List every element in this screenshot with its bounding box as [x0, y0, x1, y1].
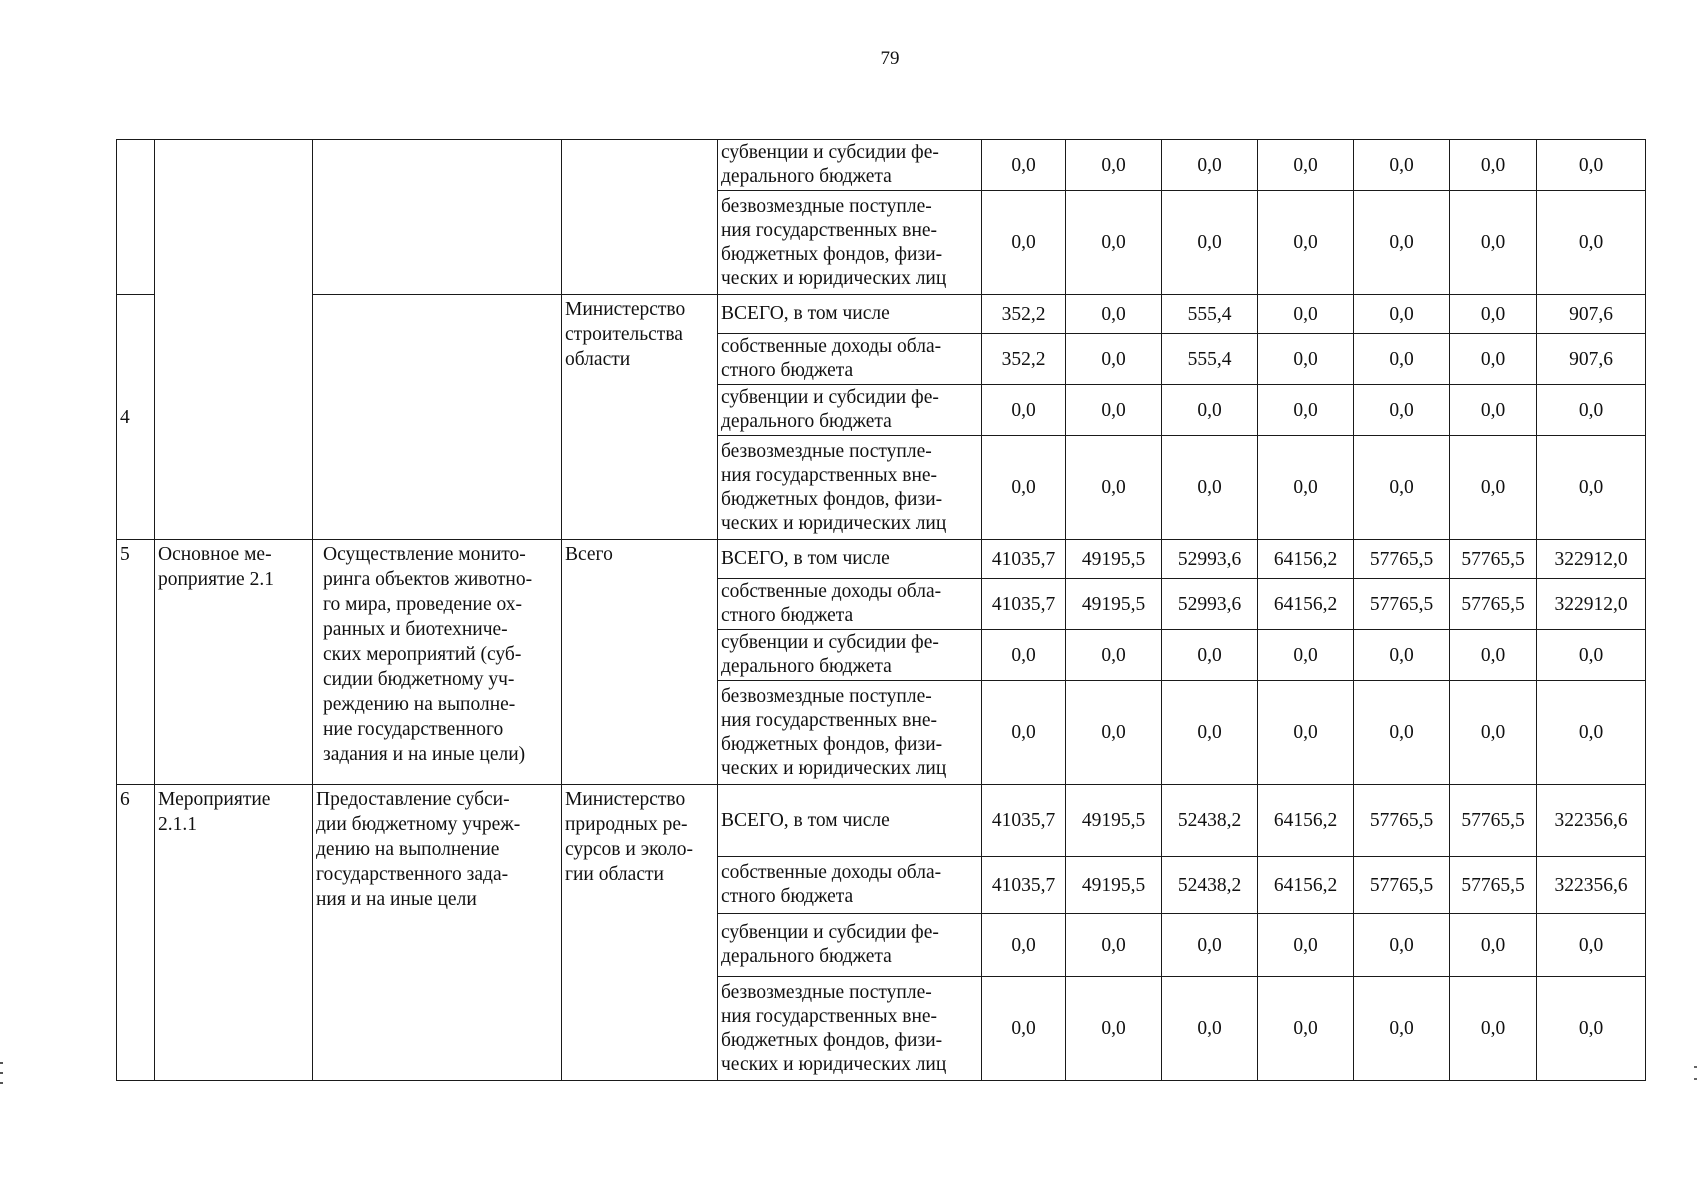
value-cell: 0,0	[982, 436, 1066, 540]
value-cell: 0,0	[1162, 140, 1258, 191]
value-cell: 64156,2	[1258, 540, 1354, 579]
row-number: 4	[117, 295, 155, 540]
source-total: ВСЕГО, в том числе	[718, 540, 982, 579]
value-cell: 0,0	[1537, 977, 1646, 1081]
source-total: ВСЕГО, в том числе	[718, 295, 982, 334]
value-cell: 0,0	[1354, 140, 1450, 191]
value-cell: 0,0	[1258, 140, 1354, 191]
budget-table	[116, 139, 1646, 1081]
value-cell: 0,0	[1066, 191, 1162, 295]
value-cell: 0,0	[1354, 681, 1450, 785]
value-cell: 52438,2	[1162, 857, 1258, 914]
executor-cell: Всего	[562, 540, 718, 785]
value-cell: 64156,2	[1258, 857, 1354, 914]
value-cell: 64156,2	[1258, 785, 1354, 857]
value-cell: 49195,5	[1066, 579, 1162, 630]
value-cell: 0,0	[1354, 630, 1450, 681]
value-cell: 49195,5	[1066, 857, 1162, 914]
value-cell: 0,0	[1450, 334, 1537, 385]
value-cell: 49195,5	[1066, 540, 1162, 579]
value-cell: 0,0	[982, 681, 1066, 785]
value-cell: 0,0	[1450, 140, 1537, 191]
value-cell: 52438,2	[1162, 785, 1258, 857]
value-cell: 0,0	[1162, 914, 1258, 977]
value-cell: 0,0	[1450, 385, 1537, 436]
value-cell: 0,0	[1450, 191, 1537, 295]
status-cell	[155, 140, 313, 540]
value-cell: 57765,5	[1354, 785, 1450, 857]
value-cell: 41035,7	[982, 579, 1066, 630]
value-cell: 0,0	[1258, 334, 1354, 385]
value-cell: 555,4	[1162, 334, 1258, 385]
value-cell: 0,0	[1450, 681, 1537, 785]
value-cell: 0,0	[1162, 436, 1258, 540]
value-cell: 0,0	[1066, 385, 1162, 436]
value-cell: 57765,5	[1450, 540, 1537, 579]
value-cell: 0,0	[1066, 681, 1162, 785]
value-cell: 0,0	[1258, 914, 1354, 977]
table-row	[117, 785, 1646, 857]
value-cell: 0,0	[1066, 334, 1162, 385]
value-cell: 352,2	[982, 295, 1066, 334]
value-cell: 0,0	[1354, 191, 1450, 295]
executor-cell	[562, 140, 718, 295]
value-cell: 0,0	[982, 140, 1066, 191]
value-cell: 555,4	[1162, 295, 1258, 334]
value-cell: 0,0	[1162, 191, 1258, 295]
scan-mark	[0, 1082, 3, 1084]
row-number: 6	[117, 785, 155, 1081]
value-cell: 49195,5	[1066, 785, 1162, 857]
value-cell: 0,0	[1354, 977, 1450, 1081]
value-cell: 0,0	[982, 977, 1066, 1081]
value-cell: 0,0	[1066, 914, 1162, 977]
value-cell: 0,0	[1258, 385, 1354, 436]
value-cell: 0,0	[1537, 630, 1646, 681]
value-cell: 0,0	[1537, 681, 1646, 785]
source-own: собственные доходы обла- стного бюджета	[718, 579, 982, 630]
value-cell: 907,6	[1537, 334, 1646, 385]
value-cell: 57765,5	[1354, 579, 1450, 630]
name-cell	[313, 295, 562, 540]
executor-cell: Министерство строительства области	[562, 295, 718, 540]
scan-mark	[0, 1072, 3, 1074]
value-cell: 0,0	[1354, 914, 1450, 977]
source-federal: субвенции и субсидии фе- дерального бюджета	[718, 630, 982, 681]
value-cell: 0,0	[1162, 977, 1258, 1081]
value-cell: 41035,7	[982, 857, 1066, 914]
source-federal: субвенции и субсидии фе- дерального бюджета	[718, 140, 982, 191]
value-cell: 0,0	[1066, 436, 1162, 540]
table-row	[117, 140, 1646, 191]
value-cell: 57765,5	[1450, 579, 1537, 630]
value-cell: 322912,0	[1537, 540, 1646, 579]
name-cell	[313, 140, 562, 295]
source-federal: субвенции и субсидии фе- дерального бюджета	[718, 385, 982, 436]
executor-cell: Министерство природных ре- сурсов и эколо- гии области	[562, 785, 718, 1081]
row-number: 5	[117, 540, 155, 785]
status-cell: Мероприятие 2.1.1	[155, 785, 313, 1081]
value-cell: 57765,5	[1450, 857, 1537, 914]
status-cell: Основное ме- роприятие 2.1	[155, 540, 313, 785]
value-cell: 322356,6	[1537, 857, 1646, 914]
source-own: собственные доходы обла- стного бюджета	[718, 857, 982, 914]
value-cell: 57765,5	[1354, 857, 1450, 914]
value-cell: 0,0	[1258, 436, 1354, 540]
value-cell: 0,0	[982, 191, 1066, 295]
table-row	[117, 295, 1646, 334]
value-cell: 0,0	[1066, 140, 1162, 191]
value-cell: 0,0	[1537, 436, 1646, 540]
value-cell: 0,0	[982, 630, 1066, 681]
table-row	[117, 540, 1646, 579]
value-cell: 0,0	[1450, 977, 1537, 1081]
value-cell: 0,0	[1354, 334, 1450, 385]
value-cell: 322912,0	[1537, 579, 1646, 630]
value-cell: 52993,6	[1162, 579, 1258, 630]
value-cell: 41035,7	[982, 540, 1066, 579]
value-cell: 0,0	[1066, 295, 1162, 334]
value-cell: 0,0	[1354, 385, 1450, 436]
source-own: собственные доходы обла- стного бюджета	[718, 334, 982, 385]
value-cell: 0,0	[982, 385, 1066, 436]
num-cell	[117, 140, 155, 295]
value-cell: 0,0	[982, 914, 1066, 977]
value-cell: 64156,2	[1258, 579, 1354, 630]
value-cell: 0,0	[1258, 681, 1354, 785]
value-cell: 0,0	[1066, 977, 1162, 1081]
source-free: безвозмездные поступле- ния государственных вне- бюджетных фондов, физи- ческих и юридических лиц	[718, 191, 982, 295]
value-cell: 0,0	[1537, 914, 1646, 977]
name-cell: Предоставление субси- дии бюджетному учреж- дению на выполнение государственного зада- ния и на иные цели	[313, 785, 562, 1081]
page-number: 79	[880, 48, 900, 69]
value-cell: 0,0	[1162, 681, 1258, 785]
value-cell: 907,6	[1537, 295, 1646, 334]
value-cell: 0,0	[1537, 140, 1646, 191]
value-cell: 0,0	[1354, 436, 1450, 540]
value-cell: 0,0	[1162, 385, 1258, 436]
source-free: безвозмездные поступле- ния государственных вне- бюджетных фондов, физи- ческих и юридических лиц	[718, 681, 982, 785]
source-free: безвозмездные поступле- ния государственных вне- бюджетных фондов, физи- ческих и юридических лиц	[718, 977, 982, 1081]
source-total: ВСЕГО, в том числе	[718, 785, 982, 857]
value-cell: 57765,5	[1354, 540, 1450, 579]
scan-mark	[0, 1062, 3, 1064]
value-cell: 52993,6	[1162, 540, 1258, 579]
value-cell: 0,0	[1258, 977, 1354, 1081]
source-federal: субвенции и субсидии фе- дерального бюджета	[718, 914, 982, 977]
source-free: безвозмездные поступле- ния государственных вне- бюджетных фондов, физи- ческих и юридических лиц	[718, 436, 982, 540]
value-cell: 0,0	[1450, 630, 1537, 681]
value-cell: 0,0	[1258, 191, 1354, 295]
value-cell: 57765,5	[1450, 785, 1537, 857]
value-cell: 0,0	[1162, 630, 1258, 681]
value-cell: 322356,6	[1537, 785, 1646, 857]
name-cell: Осуществление монито- ринга объектов животно- го мира, проведение ох- ранных и биотехниче- ских мероприятий (суб- сидии бюджетному уч- реждению на выполне- ние государственного задания и на иные цели)	[313, 540, 562, 785]
value-cell: 0,0	[1354, 295, 1450, 334]
value-cell: 41035,7	[982, 785, 1066, 857]
value-cell: 0,0	[1066, 630, 1162, 681]
value-cell: 352,2	[982, 334, 1066, 385]
value-cell: 0,0	[1450, 295, 1537, 334]
value-cell: 0,0	[1258, 630, 1354, 681]
value-cell: 0,0	[1450, 436, 1537, 540]
value-cell: 0,0	[1450, 914, 1537, 977]
value-cell: 0,0	[1258, 295, 1354, 334]
value-cell: 0,0	[1537, 385, 1646, 436]
value-cell: 0,0	[1537, 191, 1646, 295]
